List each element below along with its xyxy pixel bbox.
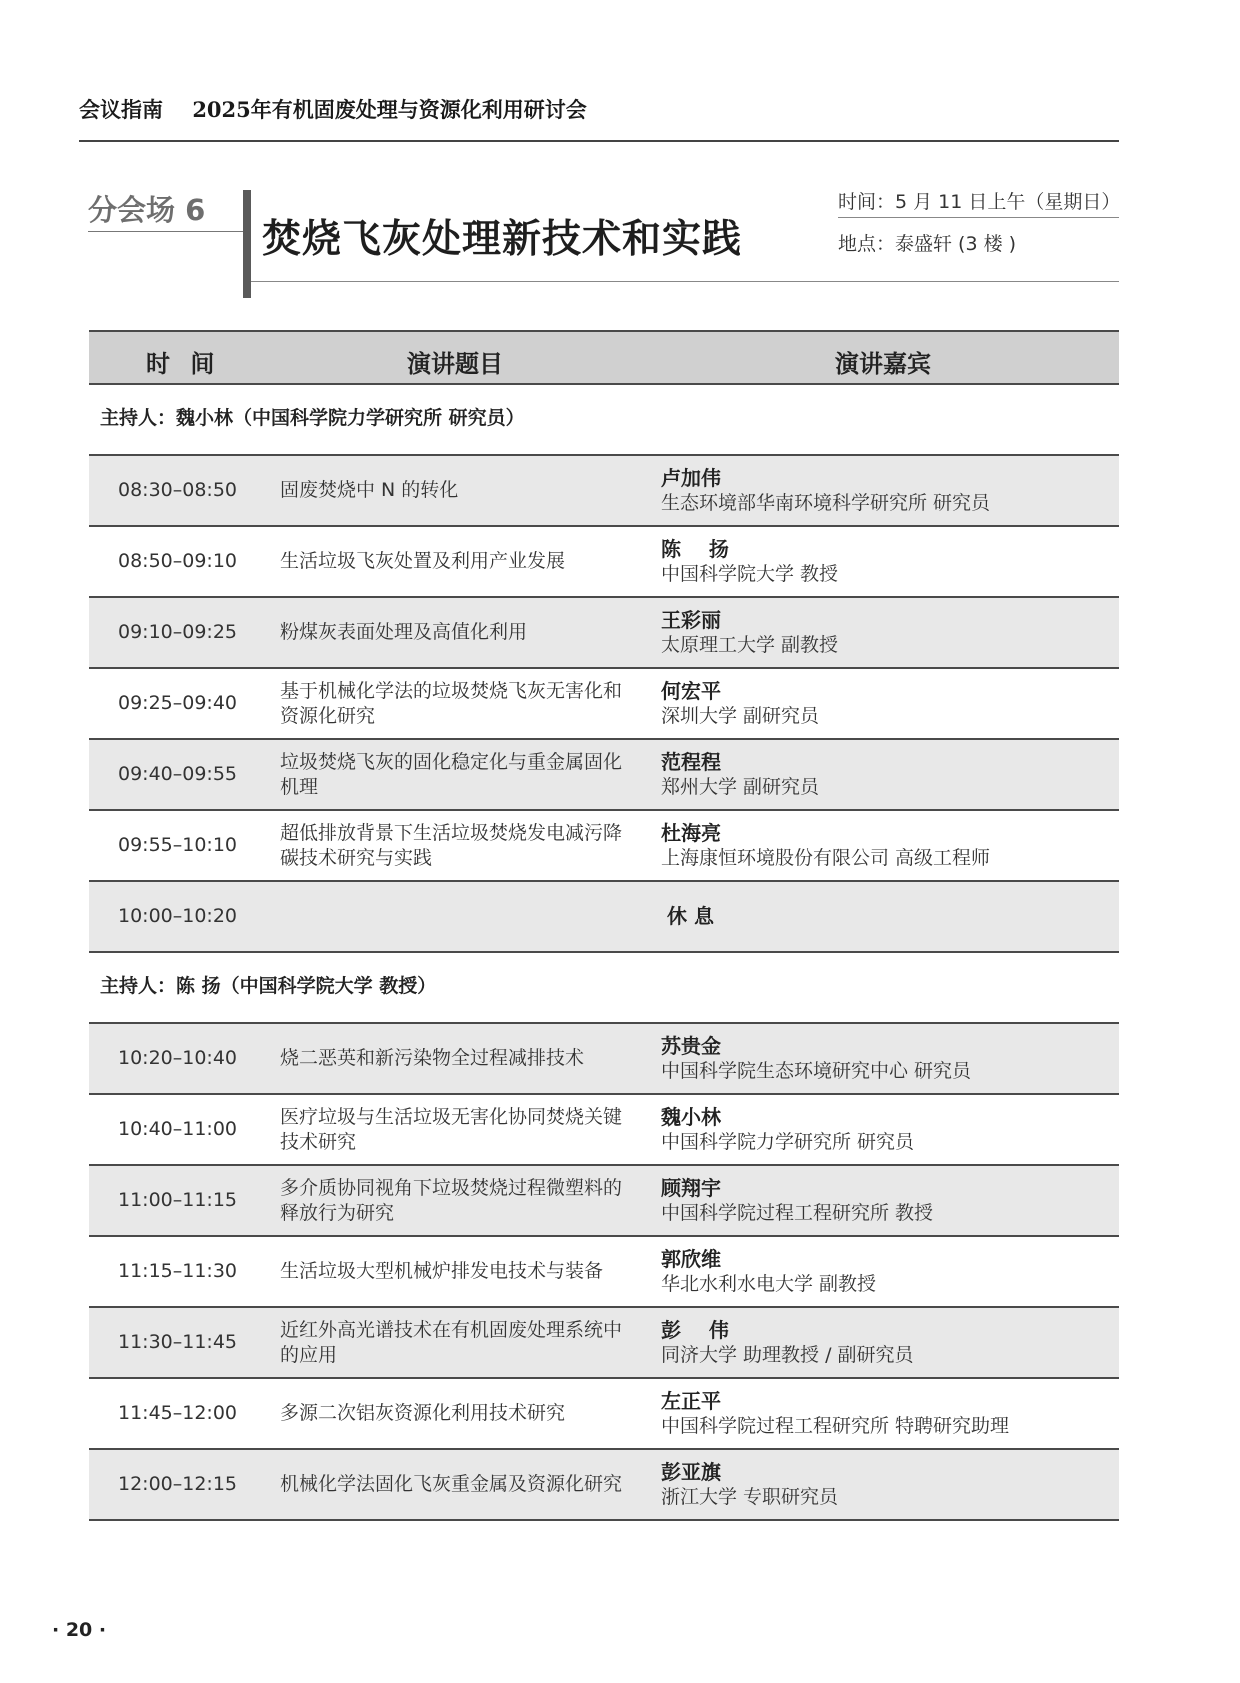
talk-topic: 粉煤灰表面处理及高值化利用 [280, 621, 528, 643]
header-topic: 演讲题目 [407, 350, 503, 378]
schedule-table [89, 330, 1119, 1521]
speaker-cell [661, 1247, 1116, 1297]
speaker-cell [661, 1176, 1116, 1226]
talk-time: 11:15–11:30 [118, 1260, 238, 1282]
talk-time: 11:45–12:00 [118, 1402, 238, 1424]
talk-topic: 固废焚烧中 N 的转化 [280, 479, 459, 501]
table-row [89, 738, 1119, 809]
talk-time: 12:00–12:15 [118, 1473, 238, 1495]
speaker-name: 范程程 [661, 750, 721, 774]
speaker-cell [661, 537, 1116, 587]
table-row [89, 1093, 1119, 1164]
session-place: 地点：泰盛轩 (3 楼 ) [838, 233, 1017, 255]
session-number-divider [88, 231, 243, 232]
header-time: 时 间 [146, 350, 221, 378]
speaker-cell [661, 466, 1116, 516]
speaker-affiliation: 中国科学院大学 教授 [661, 563, 839, 585]
talk-topic: 垃圾焚烧飞灰的固化稳定化与重金属固化机理 [280, 750, 623, 798]
session-rows [89, 454, 1119, 953]
talk-topic: 多介质协同视角下垃圾焚烧过程微塑料的释放行为研究 [280, 1176, 623, 1224]
talk-time: 09:40–09:55 [118, 763, 238, 785]
meta-divider [838, 217, 1119, 218]
talk-topic: 机械化学法固化飞灰重金属及资源化研究 [280, 1473, 623, 1495]
session-title: 焚烧飞灰处理新技术和实践 [262, 217, 743, 262]
speaker-cell [661, 679, 1116, 729]
speaker-cell [661, 1460, 1116, 1510]
title-accent-bar [243, 190, 251, 298]
speaker-name: 顾翔宇 [661, 1176, 721, 1200]
talk-topic: 多源二次铝灰资源化利用技术研究 [280, 1402, 566, 1424]
talk-time: 08:50–09:10 [118, 550, 238, 572]
talk-time: 09:25–09:40 [118, 692, 238, 714]
session-time: 时间：5 月 11 日上午（星期日） [838, 191, 1121, 213]
speaker-cell [661, 1318, 1116, 1368]
speaker-affiliation: 深圳大学 副研究员 [661, 705, 820, 727]
table-row [89, 525, 1119, 596]
talk-topic: 生活垃圾大型机械炉排发电技术与装备 [280, 1260, 604, 1282]
speaker-cell [661, 608, 1116, 658]
table-row [89, 809, 1119, 880]
talk-time: 10:40–11:00 [118, 1118, 238, 1140]
speaker-cell [661, 1389, 1116, 1439]
speaker-cell [661, 821, 1116, 871]
speaker-name: 郭欣维 [661, 1247, 721, 1271]
talk-topic: 基于机械化学法的垃圾焚烧飞灰无害化和资源化研究 [280, 679, 623, 727]
speaker-affiliation: 中国科学院过程工程研究所 特聘研究助理 [661, 1415, 1010, 1437]
speaker-name: 杜海亮 [661, 821, 721, 845]
table-row [89, 1306, 1119, 1377]
table-row [89, 1448, 1119, 1519]
header-speaker: 演讲嘉宾 [835, 350, 931, 378]
speaker-name: 苏贵金 [661, 1034, 721, 1058]
break-label: 休 息 [667, 904, 714, 928]
table-row [89, 1022, 1119, 1093]
speaker-affiliation: 上海康恒环境股份有限公司 高级工程师 [661, 847, 991, 869]
speaker-name: 彭亚旗 [661, 1460, 721, 1484]
chair-row [89, 385, 1119, 454]
speaker-affiliation: 太原理工大学 副教授 [661, 634, 839, 656]
talk-time: 10:20–10:40 [118, 1047, 238, 1069]
running-header [79, 94, 1119, 124]
speaker-name: 魏小林 [661, 1105, 721, 1129]
break-time: 10:00–10:20 [118, 905, 238, 927]
talk-time: 09:55–10:10 [118, 834, 238, 856]
talk-topic: 医疗垃圾与生活垃圾无害化协同焚烧关键技术研究 [280, 1105, 623, 1153]
speaker-name: 王彩丽 [661, 608, 721, 632]
talk-time: 08:30–08:50 [118, 479, 238, 501]
conference-title: 2025年有机固废处理与资源化利用研讨会 [192, 97, 587, 122]
speaker-affiliation: 华北水利水电大学 副教授 [661, 1273, 877, 1295]
break-row [89, 880, 1119, 951]
chair-text: 主持人：魏小林（中国科学院力学研究所 研究员） [100, 407, 525, 429]
section-label: 会议指南 [79, 97, 163, 122]
table-header [89, 330, 1119, 385]
session-rows [89, 1022, 1119, 1521]
chair-row [89, 953, 1119, 1022]
speaker-name: 彭 伟 [661, 1318, 729, 1342]
chair-text: 主持人：陈 扬（中国科学院大学 教授） [100, 975, 437, 997]
table-row [89, 1164, 1119, 1235]
talk-time: 11:00–11:15 [118, 1189, 238, 1211]
session-number: 分会场 6 [88, 193, 206, 227]
speaker-cell [661, 750, 1116, 800]
title-divider [251, 281, 1119, 282]
speaker-name: 陈 扬 [661, 537, 729, 561]
header-divider [79, 140, 1119, 142]
speaker-cell [661, 1105, 1116, 1155]
speaker-affiliation: 郑州大学 副研究员 [661, 776, 820, 798]
speaker-cell [661, 1034, 1116, 1084]
speaker-affiliation: 中国科学院生态环境研究中心 研究员 [661, 1060, 972, 1082]
speaker-affiliation: 浙江大学 专职研究员 [661, 1486, 839, 1508]
talk-topic: 近红外高光谱技术在有机固废处理系统中的应用 [280, 1318, 623, 1366]
speaker-affiliation: 中国科学院力学研究所 研究员 [661, 1131, 915, 1153]
table-row [89, 667, 1119, 738]
speaker-name: 左正平 [661, 1389, 721, 1413]
talk-topic: 超低排放背景下生活垃圾焚烧发电减污降碳技术研究与实践 [280, 821, 623, 869]
table-row [89, 1235, 1119, 1306]
speaker-name: 何宏平 [661, 679, 721, 703]
table-row [89, 454, 1119, 525]
speaker-affiliation: 同济大学 助理教授 / 副研究员 [661, 1344, 914, 1366]
speaker-name: 卢加伟 [661, 466, 721, 490]
table-row [89, 1377, 1119, 1448]
page-number: · 20 · [52, 1619, 107, 1641]
table-row [89, 596, 1119, 667]
talk-time: 11:30–11:45 [118, 1331, 238, 1353]
talk-topic: 烧二恶英和新污染物全过程减排技术 [280, 1047, 585, 1069]
speaker-affiliation: 生态环境部华南环境科学研究所 研究员 [661, 492, 991, 514]
talk-topic: 生活垃圾飞灰处置及利用产业发展 [280, 550, 566, 572]
speaker-affiliation: 中国科学院过程工程研究所 教授 [661, 1202, 934, 1224]
talk-time: 09:10–09:25 [118, 621, 238, 643]
